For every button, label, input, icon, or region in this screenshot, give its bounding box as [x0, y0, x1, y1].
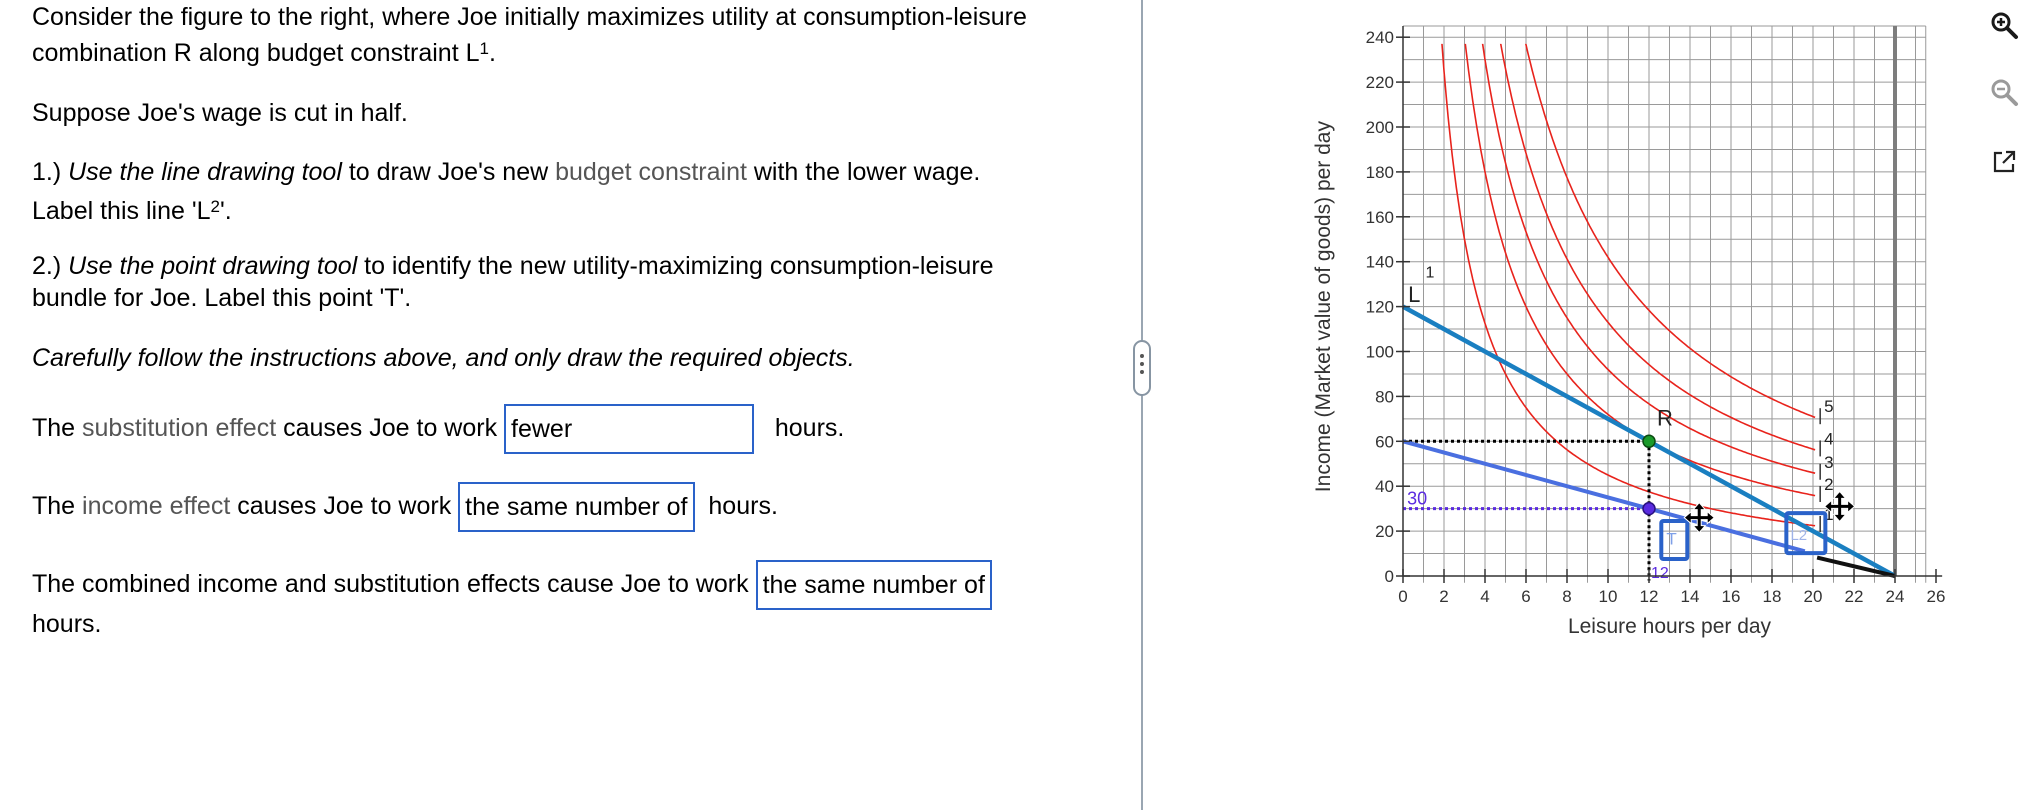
- indifference-curve: [1432, 0, 1815, 450]
- step1-line-1: [32, 157, 980, 187]
- sub-post: causes Joe to work: [276, 414, 498, 442]
- intro-line-1: [32, 2, 1027, 32]
- popout-icon: [1989, 147, 2019, 177]
- x-value-annotation: 12: [1651, 565, 1669, 583]
- caution-text: Carefully follow the instructions above, and only draw the required objects.: [32, 344, 855, 372]
- combined-sentence: [32, 558, 992, 610]
- intro-text-a: Consider the figure to the right, where Joe initially maximizes utility at consumption-leisure: [32, 3, 1027, 31]
- y-tick-label: 40: [1375, 477, 1394, 497]
- y-tick-label: 60: [1375, 432, 1394, 452]
- step2-num: 2.): [32, 252, 69, 280]
- x-tick-label: 0: [1398, 587, 1408, 606]
- y-tick-label: 20: [1375, 522, 1394, 542]
- panel-resize-handle[interactable]: [1133, 340, 1151, 396]
- y-tick-label: 100: [1365, 342, 1394, 362]
- point-new: [1643, 503, 1655, 515]
- substitution-sentence: [32, 402, 844, 454]
- indifference-curve: [1432, 0, 1815, 496]
- point-box-label: T: [1666, 529, 1677, 549]
- x-tick-label: 22: [1844, 587, 1864, 606]
- step1-label-b: '.: [219, 197, 232, 225]
- inc-unit: hours.: [708, 492, 778, 520]
- x-tick-label: 8: [1562, 587, 1572, 606]
- zoom-in-button[interactable]: [1982, 3, 2026, 47]
- substitution-effect-term[interactable]: substitution effect: [82, 414, 277, 442]
- x-tick-label: 12: [1639, 587, 1659, 606]
- intro-line-2: [32, 38, 496, 68]
- x-tick-label: 4: [1480, 587, 1490, 606]
- point-r: [1643, 435, 1655, 447]
- substitution-answer-box[interactable]: fewer: [504, 404, 754, 454]
- sub-pre: The: [32, 414, 83, 442]
- combined-answer-box[interactable]: the same number of: [756, 560, 992, 610]
- zoom-out-button[interactable]: [1982, 70, 2026, 114]
- step1-label-a: Label this line 'L: [32, 197, 211, 225]
- step1-end: with the lower wage.: [746, 158, 981, 186]
- combined-unit: hours.: [32, 610, 102, 638]
- x-tick-label: 14: [1680, 587, 1700, 606]
- step2-mid: to identify the new utility-maximizing consumption-leisure: [357, 252, 994, 280]
- y-tick-label: 160: [1365, 207, 1394, 227]
- handle-dots-icon: [1140, 354, 1144, 378]
- popout-button[interactable]: [1982, 140, 2026, 184]
- intro-sup: 1: [479, 39, 489, 58]
- curve-label: 3: [1824, 452, 1834, 472]
- indifference-curve: [1432, 0, 1815, 526]
- income-answer-box[interactable]: the same number of: [458, 482, 694, 532]
- inc-post: causes Joe to work: [230, 492, 452, 520]
- budget-constraint-term[interactable]: budget constraint: [555, 158, 747, 186]
- step1-num: 1.): [32, 158, 69, 186]
- utility-graph[interactable]: [1300, 0, 1990, 640]
- y-tick-label: 180: [1365, 162, 1394, 182]
- inc-pre: The: [32, 492, 83, 520]
- y-value-annotation: 30: [1407, 488, 1428, 509]
- budget-line-l2-end: [1817, 558, 1895, 576]
- x-tick-label: 2: [1439, 587, 1449, 606]
- intro-text-b: combination R along budget constraint L: [32, 39, 480, 67]
- zoom-out-icon: [1989, 77, 2019, 107]
- step1-label-sup: 2: [210, 197, 220, 216]
- x-tick-label: 10: [1598, 587, 1618, 606]
- x-tick-label: 20: [1803, 587, 1823, 606]
- wage-cut-text: Suppose Joe's wage is cut in half.: [32, 99, 408, 127]
- income-effect-term[interactable]: income effect: [82, 492, 231, 520]
- step1-tool: Use the line drawing tool: [68, 158, 342, 186]
- step2-line-2: bundle for Joe. Label this point 'T'.: [32, 284, 412, 312]
- step1-mid: to draw Joe's new: [341, 158, 556, 186]
- x-tick-label: 16: [1721, 587, 1741, 606]
- zoom-in-icon: [1989, 10, 2019, 40]
- curve-label: 5: [1824, 397, 1834, 417]
- y-tick-label: 220: [1365, 73, 1394, 93]
- curve-label: 4: [1824, 429, 1834, 449]
- point-r-label: R: [1657, 405, 1673, 431]
- income-sentence: [32, 480, 778, 532]
- y-axis-label: Income (Market value of goods) per day: [1312, 121, 1335, 493]
- x-tick-label: 6: [1521, 587, 1531, 606]
- y-tick-label: 200: [1365, 118, 1394, 137]
- y-tick-label: 240: [1365, 28, 1394, 48]
- y-tick-label: 140: [1365, 252, 1394, 272]
- budget-line-l2: [1403, 441, 1808, 551]
- budget-label-l1: L: [1408, 282, 1421, 308]
- budget-label-l1-sup: 1: [1425, 264, 1435, 282]
- x-tick-label: 18: [1762, 587, 1782, 606]
- indifference-curve: [1432, 0, 1815, 473]
- x-tick-label: 26: [1926, 587, 1946, 606]
- curve-label: 1: [1824, 504, 1834, 524]
- step2-tool: Use the point drawing tool: [68, 252, 358, 280]
- curve-label: 2: [1824, 474, 1834, 494]
- line-box-label: L2: [1790, 527, 1808, 545]
- y-tick-label: 80: [1375, 387, 1394, 407]
- comb-text: The combined income and substitution effects cause Joe to work: [32, 570, 749, 598]
- intro-text-end: .: [488, 39, 496, 67]
- x-axis-label: Leisure hours per day: [1567, 615, 1772, 638]
- y-tick-label: 0: [1384, 567, 1394, 586]
- step2-line-1: [32, 251, 994, 281]
- panel-divider: [1141, 0, 1143, 810]
- y-tick-label: 120: [1365, 297, 1394, 317]
- step1-line-2: [32, 196, 232, 226]
- sub-unit: hours.: [774, 414, 845, 442]
- x-tick-label: 24: [1885, 587, 1905, 606]
